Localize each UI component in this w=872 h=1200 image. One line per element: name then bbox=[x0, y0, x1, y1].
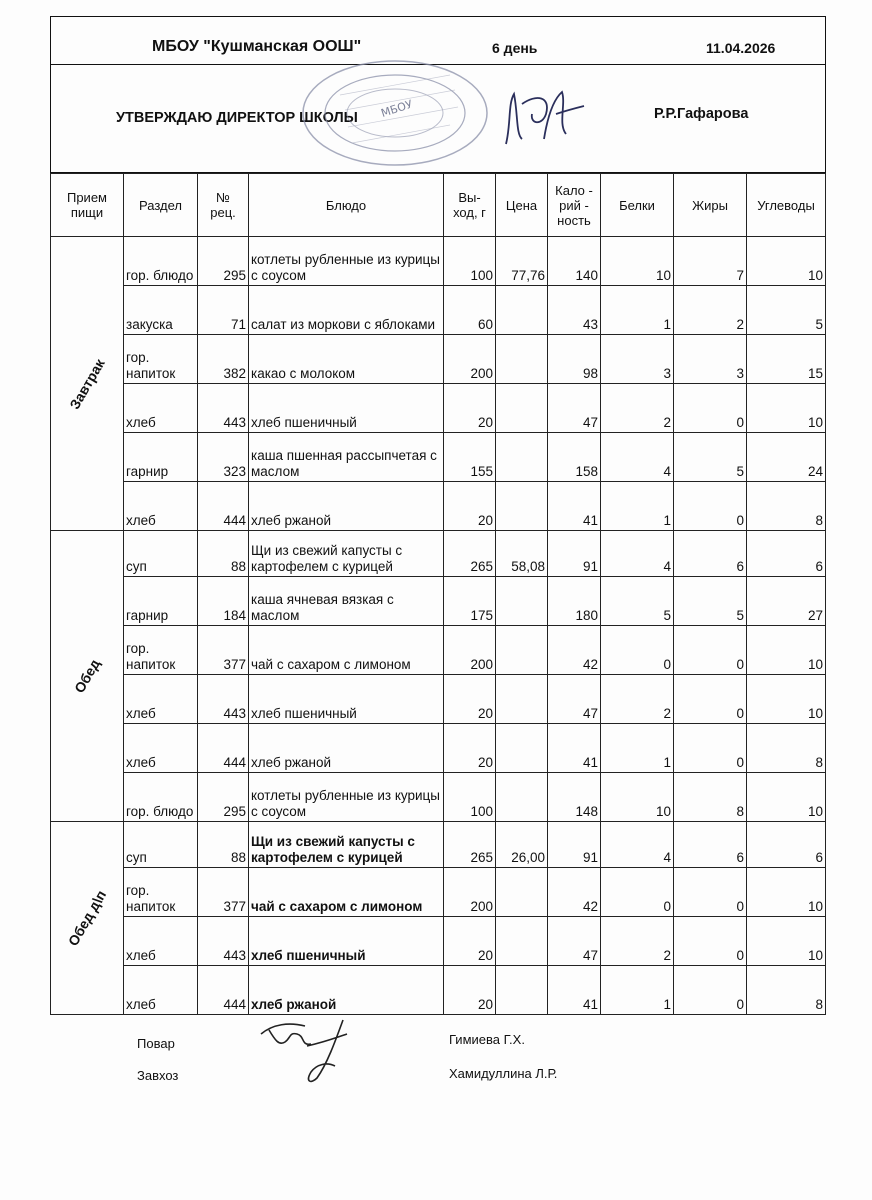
cell-protein: 2 bbox=[601, 675, 674, 724]
seal-text: МБОУ bbox=[379, 97, 415, 120]
cell-section: гор. блюдо bbox=[124, 237, 198, 286]
cell-recipe: 382 bbox=[198, 335, 249, 384]
table-row bbox=[51, 675, 826, 724]
cell-protein: 2 bbox=[601, 384, 674, 433]
cell-carbs: 10 bbox=[747, 773, 826, 822]
cell-carbs: 8 bbox=[747, 724, 826, 773]
cell-protein: 4 bbox=[601, 531, 674, 577]
cell-price bbox=[496, 675, 548, 724]
cell-yield: 100 bbox=[444, 237, 496, 286]
cell-section: хлеб bbox=[124, 966, 198, 1015]
menu-table bbox=[50, 173, 826, 1015]
cell-yield: 60 bbox=[444, 286, 496, 335]
cell-protein: 4 bbox=[601, 433, 674, 482]
cell-section: хлеб bbox=[124, 482, 198, 531]
cell-fat: 0 bbox=[674, 626, 747, 675]
cell-yield: 20 bbox=[444, 384, 496, 433]
cell-section: гарнир bbox=[124, 577, 198, 626]
cell-recipe: 444 bbox=[198, 482, 249, 531]
cell-calories: 148 bbox=[548, 773, 601, 822]
cell-recipe: 444 bbox=[198, 966, 249, 1015]
cell-dish: салат из моркови с яблоками bbox=[249, 286, 444, 335]
cell-section: хлеб bbox=[124, 724, 198, 773]
cell-section: гор. блюдо bbox=[124, 773, 198, 822]
cell-recipe: 295 bbox=[198, 773, 249, 822]
table-row bbox=[51, 482, 826, 531]
table-row bbox=[51, 433, 826, 482]
cell-recipe: 88 bbox=[198, 822, 249, 868]
col-price: Цена bbox=[496, 174, 548, 237]
table-row bbox=[51, 868, 826, 917]
cell-section: гор. напиток bbox=[124, 868, 198, 917]
cell-dish: чай с сахаром с лимоном bbox=[249, 868, 444, 917]
cell-protein: 1 bbox=[601, 286, 674, 335]
cell-dish: Щи из свежий капусты с картофелем с курицей bbox=[249, 531, 444, 577]
cell-dish: хлеб ржаной bbox=[249, 966, 444, 1015]
storekeeper-label: Завхоз bbox=[137, 1068, 179, 1083]
storekeeper-name: Хамидуллина Л.Р. bbox=[449, 1066, 558, 1081]
table-row bbox=[51, 286, 826, 335]
col-calories: Кало - рий - ность bbox=[548, 174, 601, 237]
cell-calories: 47 bbox=[548, 675, 601, 724]
cell-recipe: 184 bbox=[198, 577, 249, 626]
cell-dish: каша пшенная рассыпчетая с маслом bbox=[249, 433, 444, 482]
cell-fat: 0 bbox=[674, 966, 747, 1015]
cell-protein: 0 bbox=[601, 626, 674, 675]
cell-calories: 42 bbox=[548, 626, 601, 675]
cell-yield: 100 bbox=[444, 773, 496, 822]
table-row bbox=[51, 626, 826, 675]
cell-yield: 265 bbox=[444, 531, 496, 577]
cell-fat: 8 bbox=[674, 773, 747, 822]
meal-name: Завтрак bbox=[66, 355, 108, 412]
cell-dish: хлеб пшеничный bbox=[249, 675, 444, 724]
cell-yield: 200 bbox=[444, 868, 496, 917]
cell-protein: 0 bbox=[601, 868, 674, 917]
cell-carbs: 8 bbox=[747, 966, 826, 1015]
cell-carbs: 27 bbox=[747, 577, 826, 626]
table-row bbox=[51, 577, 826, 626]
cell-carbs: 6 bbox=[747, 531, 826, 577]
cell-price bbox=[496, 482, 548, 531]
cell-dish: хлеб пшеничный bbox=[249, 384, 444, 433]
cell-fat: 6 bbox=[674, 531, 747, 577]
table-row bbox=[51, 724, 826, 773]
cell-price bbox=[496, 724, 548, 773]
school-seal-stamp bbox=[300, 55, 490, 170]
cell-section: гор. напиток bbox=[124, 626, 198, 675]
cell-calories: 98 bbox=[548, 335, 601, 384]
cell-recipe: 444 bbox=[198, 724, 249, 773]
cell-carbs: 8 bbox=[747, 482, 826, 531]
meal-name: Обед д\п bbox=[64, 887, 110, 949]
cell-recipe: 377 bbox=[198, 868, 249, 917]
cell-calories: 42 bbox=[548, 868, 601, 917]
cell-price bbox=[496, 868, 548, 917]
cell-yield: 200 bbox=[444, 335, 496, 384]
cell-recipe: 377 bbox=[198, 626, 249, 675]
cell-protein: 1 bbox=[601, 966, 674, 1015]
cell-section: гарнир bbox=[124, 433, 198, 482]
cell-yield: 265 bbox=[444, 822, 496, 868]
cell-recipe: 323 bbox=[198, 433, 249, 482]
cell-carbs: 15 bbox=[747, 335, 826, 384]
cell-carbs: 10 bbox=[747, 237, 826, 286]
cell-dish: чай с сахаром с лимоном bbox=[249, 626, 444, 675]
cell-calories: 140 bbox=[548, 237, 601, 286]
table-row bbox=[51, 237, 826, 286]
cell-recipe: 443 bbox=[198, 384, 249, 433]
cell-yield: 20 bbox=[444, 482, 496, 531]
cell-carbs: 24 bbox=[747, 433, 826, 482]
cell-recipe: 295 bbox=[198, 237, 249, 286]
table-row bbox=[51, 917, 826, 966]
cell-fat: 5 bbox=[674, 577, 747, 626]
cell-price bbox=[496, 433, 548, 482]
cell-protein: 10 bbox=[601, 773, 674, 822]
cell-protein: 1 bbox=[601, 482, 674, 531]
cell-dish: Щи из свежий капусты с картофелем с курицей bbox=[249, 822, 444, 868]
cell-recipe: 88 bbox=[198, 531, 249, 577]
cell-carbs: 6 bbox=[747, 822, 826, 868]
cell-section: гор. напиток bbox=[124, 335, 198, 384]
cell-section: закуска bbox=[124, 286, 198, 335]
cell-calories: 158 bbox=[548, 433, 601, 482]
cell-carbs: 5 bbox=[747, 286, 826, 335]
meal-cell bbox=[51, 237, 124, 531]
meal-name: Обед bbox=[71, 656, 103, 696]
cell-price bbox=[496, 577, 548, 626]
cell-carbs: 10 bbox=[747, 868, 826, 917]
col-fat: Жиры bbox=[674, 174, 747, 237]
cell-fat: 3 bbox=[674, 335, 747, 384]
cell-protein: 10 bbox=[601, 237, 674, 286]
table-row bbox=[51, 822, 826, 868]
col-section: Раздел bbox=[124, 174, 198, 237]
cell-section: суп bbox=[124, 531, 198, 577]
col-recipe: № рец. bbox=[198, 174, 249, 237]
cell-fat: 0 bbox=[674, 384, 747, 433]
table-row bbox=[51, 966, 826, 1015]
cook-signature bbox=[255, 1012, 365, 1087]
cell-price bbox=[496, 966, 548, 1015]
table-row bbox=[51, 384, 826, 433]
col-protein: Белки bbox=[601, 174, 674, 237]
cell-dish: котлеты рубленные из курицы с соусом bbox=[249, 773, 444, 822]
cell-price: 26,00 bbox=[496, 822, 548, 868]
menu-table-body bbox=[51, 237, 826, 1015]
col-dish: Блюдо bbox=[249, 174, 444, 237]
cell-calories: 41 bbox=[548, 482, 601, 531]
meal-cell bbox=[51, 531, 124, 822]
table-row bbox=[51, 335, 826, 384]
director-signature bbox=[496, 84, 586, 154]
cell-yield: 200 bbox=[444, 626, 496, 675]
cell-fat: 5 bbox=[674, 433, 747, 482]
cell-price bbox=[496, 286, 548, 335]
cell-price bbox=[496, 917, 548, 966]
cell-yield: 20 bbox=[444, 724, 496, 773]
cell-price bbox=[496, 335, 548, 384]
cell-calories: 47 bbox=[548, 384, 601, 433]
cell-section: хлеб bbox=[124, 917, 198, 966]
cell-recipe: 443 bbox=[198, 675, 249, 724]
cell-fat: 0 bbox=[674, 868, 747, 917]
cell-calories: 41 bbox=[548, 724, 601, 773]
cell-price bbox=[496, 384, 548, 433]
cell-fat: 7 bbox=[674, 237, 747, 286]
table-row bbox=[51, 531, 826, 577]
cell-dish: котлеты рубленные из курицы с соусом bbox=[249, 237, 444, 286]
cell-calories: 91 bbox=[548, 531, 601, 577]
cell-yield: 20 bbox=[444, 917, 496, 966]
table-header-row bbox=[51, 174, 826, 237]
cell-yield: 20 bbox=[444, 966, 496, 1015]
cell-calories: 91 bbox=[548, 822, 601, 868]
cell-yield: 155 bbox=[444, 433, 496, 482]
cell-yield: 175 bbox=[444, 577, 496, 626]
cell-protein: 5 bbox=[601, 577, 674, 626]
cell-carbs: 10 bbox=[747, 384, 826, 433]
cell-recipe: 443 bbox=[198, 917, 249, 966]
col-meal: Прием пищи bbox=[51, 174, 124, 237]
cell-price: 77,76 bbox=[496, 237, 548, 286]
cell-carbs: 10 bbox=[747, 917, 826, 966]
table-row bbox=[51, 773, 826, 822]
cell-section: хлеб bbox=[124, 384, 198, 433]
director-name: Р.Р.Гафарова bbox=[654, 106, 749, 122]
cell-section: суп bbox=[124, 822, 198, 868]
cell-carbs: 10 bbox=[747, 675, 826, 724]
cell-fat: 6 bbox=[674, 822, 747, 868]
cell-dish: хлеб ржаной bbox=[249, 482, 444, 531]
menu-date: 11.04.2026 bbox=[706, 40, 776, 56]
cook-name: Гимиева Г.Х. bbox=[449, 1032, 525, 1047]
cell-dish: хлеб ржаной bbox=[249, 724, 444, 773]
cell-calories: 180 bbox=[548, 577, 601, 626]
cell-fat: 0 bbox=[674, 724, 747, 773]
cell-section: хлеб bbox=[124, 675, 198, 724]
cell-carbs: 10 bbox=[747, 626, 826, 675]
cell-price: 58,08 bbox=[496, 531, 548, 577]
cell-protein: 1 bbox=[601, 724, 674, 773]
cell-protein: 2 bbox=[601, 917, 674, 966]
cell-calories: 47 bbox=[548, 917, 601, 966]
cell-price bbox=[496, 626, 548, 675]
cell-fat: 0 bbox=[674, 917, 747, 966]
cell-fat: 0 bbox=[674, 675, 747, 724]
cell-recipe: 71 bbox=[198, 286, 249, 335]
cell-fat: 0 bbox=[674, 482, 747, 531]
cook-label: Повар bbox=[137, 1036, 175, 1051]
cell-price bbox=[496, 773, 548, 822]
cell-protein: 3 bbox=[601, 335, 674, 384]
approval-title: УТВЕРЖДАЮ ДИРЕКТОР ШКОЛЫ bbox=[116, 110, 358, 126]
cell-protein: 4 bbox=[601, 822, 674, 868]
cell-dish: какао с молоком bbox=[249, 335, 444, 384]
cell-dish: хлеб пшеничный bbox=[249, 917, 444, 966]
col-carbs: Углеводы bbox=[747, 174, 826, 237]
col-yield: Вы- ход, г bbox=[444, 174, 496, 237]
menu-day: 6 день bbox=[492, 40, 538, 56]
cell-dish: каша ячневая вязкая с маслом bbox=[249, 577, 444, 626]
cell-calories: 41 bbox=[548, 966, 601, 1015]
cell-fat: 2 bbox=[674, 286, 747, 335]
meal-cell bbox=[51, 822, 124, 1015]
cell-yield: 20 bbox=[444, 675, 496, 724]
cell-calories: 43 bbox=[548, 286, 601, 335]
school-name: МБОУ "Кушманская ООШ" bbox=[152, 38, 362, 55]
